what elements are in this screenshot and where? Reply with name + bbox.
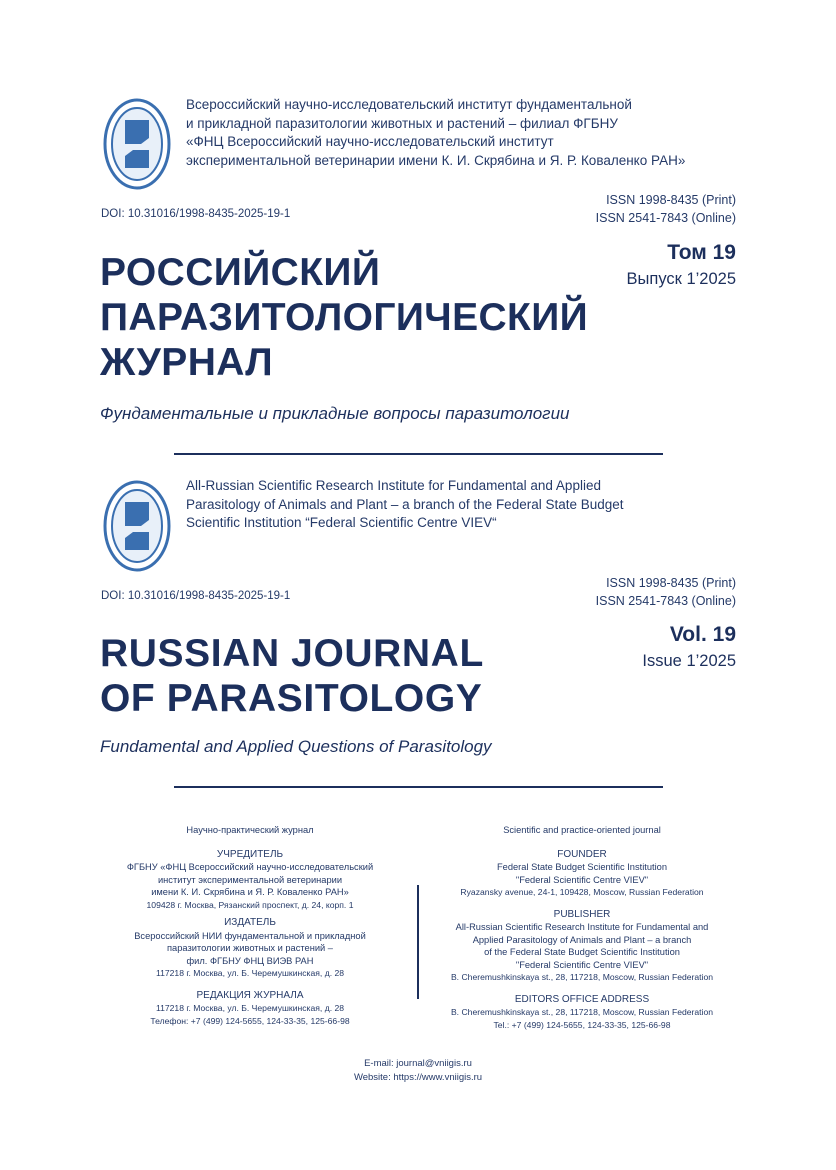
institute-logo-en [103, 480, 171, 577]
publisher-heading: ИЗДАТЕЛЬ [224, 917, 276, 928]
doi-ru: DOI: 10.31016/1998-8435-2025-19-1 [101, 208, 291, 220]
institute-name-ru [186, 96, 746, 170]
doi-en: DOI: 10.31016/1998-8435-2025-19-1 [101, 590, 291, 602]
publisher-line: of the Federal State Budget Scientific Institution [484, 947, 680, 957]
founder-address: Ryazansky avenue, 24-1, 109428, Moscow, Russian Federation [460, 887, 704, 897]
institute-line: All-Russian Scientific Research Institute for Fundamental and Applied [186, 478, 601, 493]
founder-line: институт экспериментальной ветеринарии [157, 874, 343, 885]
publisher-line: Applied Parasitology of Animals and Plant – a branch [472, 934, 692, 945]
imprint-column-ru [100, 824, 400, 1027]
volume-ru: Том 19 [667, 241, 736, 264]
issn-print: ISSN 1998-8435 (Print) [606, 576, 736, 590]
issn-online: ISSN 2541-7843 (Online) [595, 594, 736, 608]
issn-ru [596, 191, 736, 227]
publisher-address: 117218 г. Москва, ул. Б. Черемушкинская, д. 28 [155, 968, 345, 978]
publisher-line: "Federal Scientific Centre VIEV" [515, 959, 649, 970]
issue-ru: Выпуск 1’2025 [626, 270, 736, 288]
publisher-line: фил. ФГБНУ ФНЦ ВИЭВ РАН [186, 955, 314, 966]
journal-title-en [100, 631, 484, 721]
founder-heading: FOUNDER [557, 848, 607, 860]
publisher-line: Всероссийский НИИ фундаментальной и прикладной [134, 930, 366, 941]
journal-type: Научно-практический журнал [186, 825, 314, 835]
issn-online: ISSN 2541-7843 (Online) [595, 211, 736, 225]
column-divider [417, 885, 419, 999]
office-address: 117218 г. Москва, ул. Б. Черемушкинская, д. 28 [155, 1003, 345, 1013]
founder-address: 109428 г. Москва, Рязанский проспект, д. 24, корп. 1 [146, 899, 354, 910]
publisher-line: паразитологии животных и растений – [167, 943, 333, 953]
divider [174, 786, 663, 788]
publisher-heading: PUBLISHER [553, 908, 611, 920]
institute-line: «ФНЦ Всероссийский научно-исследовательский институт [186, 134, 554, 149]
institute-line: Parasitology of Animals and Plant – a branch of the Federal State Budget [186, 496, 624, 512]
email-link[interactable]: E-mail: journal@vniigis.ru [364, 1058, 472, 1069]
title-line: RUSSIAN JOURNAL [100, 632, 484, 675]
institute-logo-ru [103, 98, 171, 195]
journal-subtitle-ru: Фундаментальные и прикладные вопросы паразитологии [100, 404, 570, 423]
divider [174, 453, 663, 455]
institute-line: и прикладной паразитологии животных и растений – филиал ФГБНУ [186, 115, 618, 131]
founder-heading: УЧРЕДИТЕЛЬ [216, 848, 284, 860]
journal-subtitle-en: Fundamental and Applied Questions of Parasitology [100, 737, 492, 756]
office-address: B. Cheremushkinskaya st., 28, 117218, Moscow, Russian Federation [450, 1007, 714, 1017]
issn-en [596, 574, 736, 610]
publisher-address: B. Cheremushkinskaya st., 28, 117218, Moscow, Russian Federation [450, 972, 714, 982]
institute-line: экспериментальной ветеринарии имени К. И. Скрябина и Я. Р. Коваленко РАН» [186, 152, 686, 168]
title-line: ЖУРНАЛ [100, 341, 274, 384]
institute-name-en [186, 477, 746, 533]
journal-title-ru [100, 250, 588, 385]
issue-en: Issue 1’2025 [642, 652, 736, 670]
imprint-column-en [432, 824, 732, 1031]
contacts [218, 1057, 618, 1084]
founder-line: "Federal Scientific Centre VIEV" [515, 874, 649, 885]
founder-line: ФГБНУ «ФНЦ Всероссийский научно-исследовательский [126, 862, 374, 872]
office-heading: РЕДАКЦИЯ ЖУРНАЛА [196, 989, 304, 1001]
volume-en: Vol. 19 [669, 623, 736, 646]
issn-print: ISSN 1998-8435 (Print) [606, 193, 736, 207]
website-link[interactable]: Website: https://www.vniigis.ru [353, 1071, 483, 1083]
founder-line: Federal State Budget Scientific Institution [496, 862, 668, 872]
journal-type: Scientific and practice-oriented journal [503, 825, 661, 835]
office-phone: Телефон: +7 (499) 124-5655, 124-33-35, 125-66-98 [150, 1015, 350, 1026]
office-phone: Tel.: +7 (499) 124-5655, 124-33-35, 125-66-98 [493, 1019, 671, 1030]
title-line: OF PARASITOLOGY [100, 677, 483, 720]
publisher-line: All-Russian Scientific Research Institute for Fundamental and [455, 922, 709, 932]
office-heading: EDITORS OFFICE ADDRESS [514, 993, 650, 1005]
title-line: РОССИЙСКИЙ [100, 251, 381, 294]
institute-line: Всероссийский научно-исследовательский институт фундаментальной [186, 97, 632, 112]
founder-line: имени К. И. Скрябина и Я. Р. Коваленко РАН» [151, 887, 349, 897]
title-line: ПАРАЗИТОЛОГИЧЕСКИЙ [100, 296, 589, 339]
institute-line: Scientific Institution “Federal Scientific Centre VIEV“ [186, 515, 497, 530]
